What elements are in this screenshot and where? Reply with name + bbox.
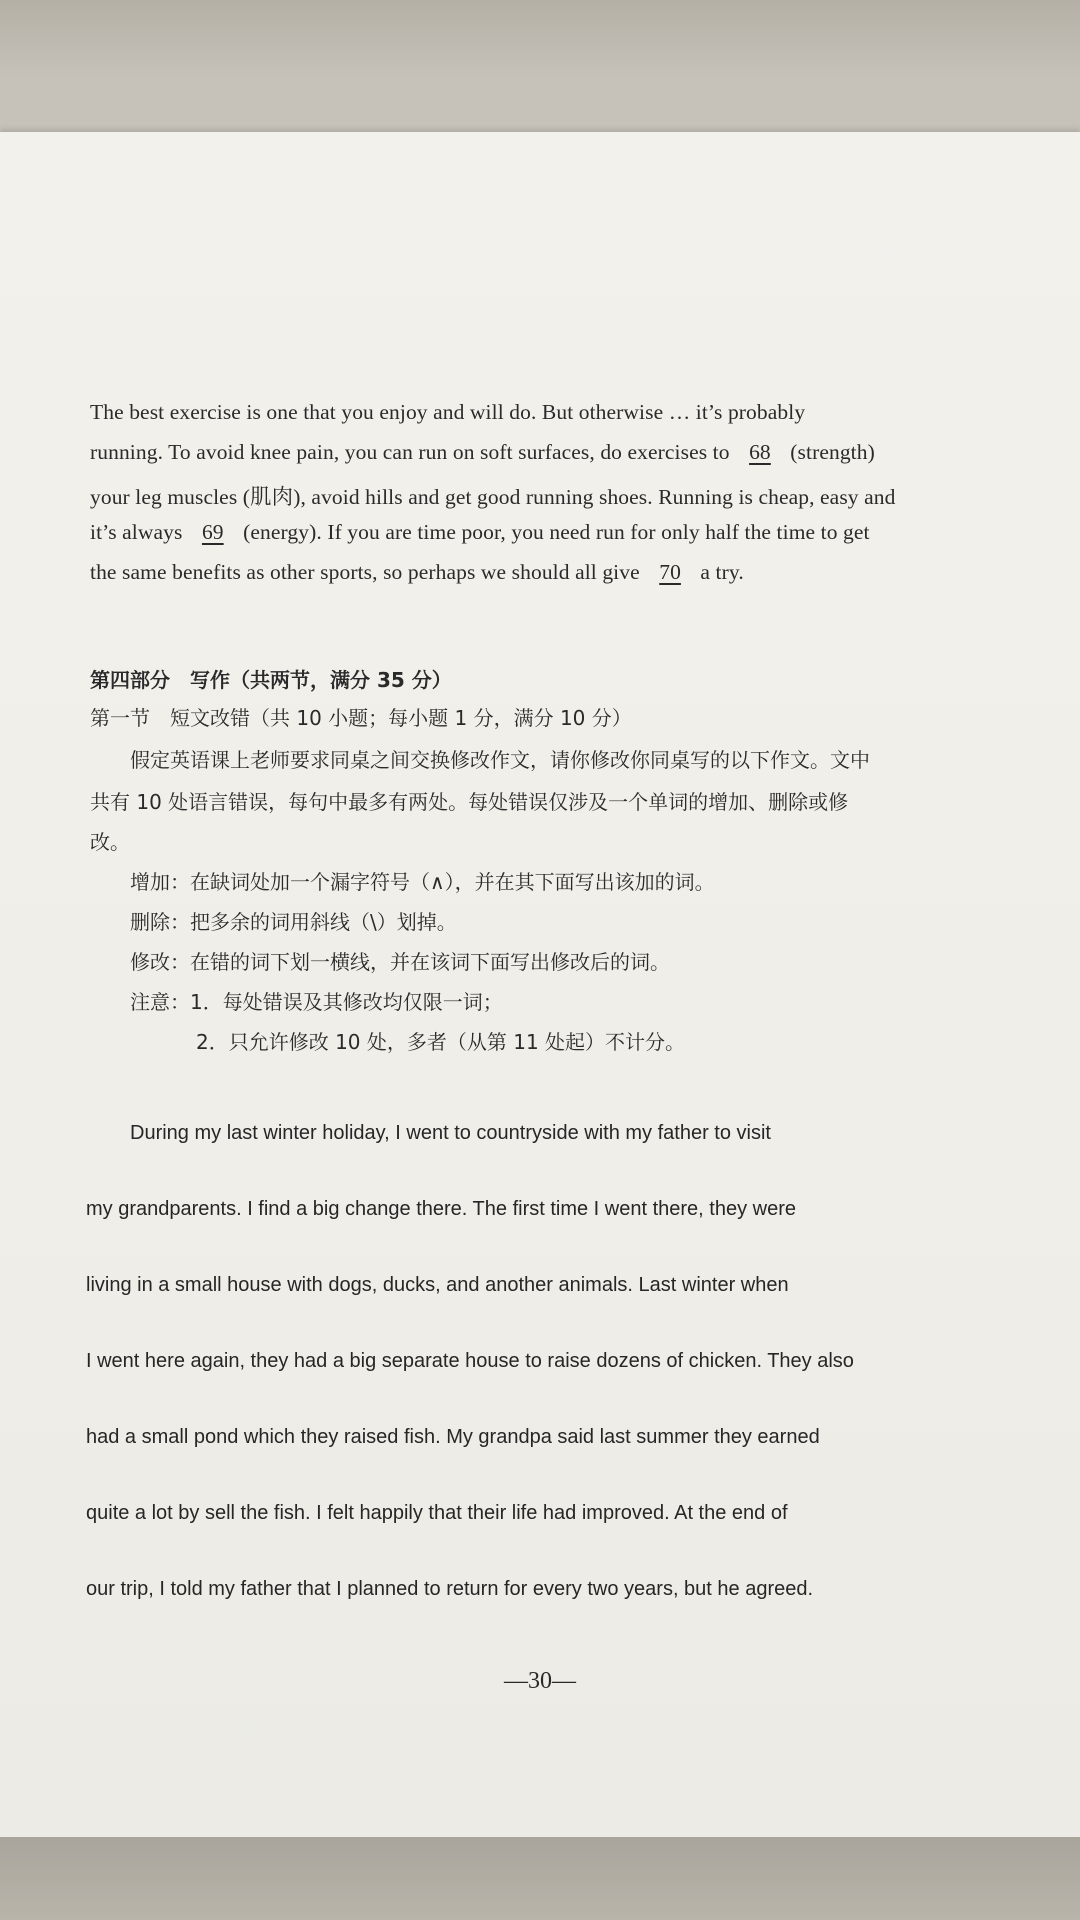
instruction-line-3: 改。 xyxy=(90,830,130,854)
rule-add: 增加：在缺词处加一个漏字符号（∧），并在其下面写出该加的词。 xyxy=(130,870,715,894)
note-2: 2．只允许修改 10 处，多者（从第 11 处起）不计分。 xyxy=(196,1030,686,1054)
instruction-line-2: 共有 10 处语言错误，每句中最多有两处。每处错误仅涉及一个单词的增加、删除或修 xyxy=(90,790,849,814)
essay-line-7: our trip, I told my father that I planned to return for every two years, but he agreed. xyxy=(86,1578,814,1600)
note-1: 注意：1．每处错误及其修改均仅限一词； xyxy=(130,990,503,1014)
essay-line-1: During my last winter holiday, I went to countryside with my father to visit xyxy=(130,1122,771,1144)
section-heading: 第四部分 写作（共两节，满分 35 分） xyxy=(90,668,452,692)
passage-text: (energy). If you are time poor, you need run for only half the time to get xyxy=(243,520,870,544)
blank-70: 70 xyxy=(659,560,681,584)
passage-text: the same benefits as other sports, so perhaps we should all give xyxy=(90,560,640,584)
passage-text: a try. xyxy=(700,560,744,584)
blank-68: 68 xyxy=(749,440,771,464)
passage-text: running. To avoid knee pain, you can run on soft surfaces, do exercises to xyxy=(90,440,730,464)
passage-line-2 xyxy=(90,440,875,465)
passage-text: (strength) xyxy=(790,440,875,464)
essay-line-6: quite a lot by sell the fish. I felt happily that their life had improved. At the end of xyxy=(86,1502,788,1524)
passage-line-3: your leg muscles (肌肉), avoid hills and get good running shoes. Running is cheap, easy and xyxy=(90,485,896,509)
blank-69: 69 xyxy=(201,520,224,544)
passage-text: it’s always xyxy=(90,520,183,544)
rule-delete: 删除：把多余的词用斜线（\）划掉。 xyxy=(130,910,457,934)
essay-line-4: I went here again, they had a big separate house to raise dozens of chicken. They also xyxy=(86,1350,854,1372)
essay-line-3: living in a small house with dogs, ducks, and another animals. Last winter when xyxy=(86,1274,789,1296)
rule-modify: 修改：在错的词下划一横线，并在该词下面写出修改后的词。 xyxy=(130,950,670,974)
essay-line-2: my grandparents. I find a big change there. The first time I went there, they were xyxy=(86,1198,796,1220)
essay-line-5: had a small pond which they raised fish. My grandpa said last summer they earned xyxy=(86,1426,820,1448)
passage-line-4 xyxy=(90,520,870,545)
instruction-line-1: 假定英语课上老师要求同桌之间交换修改作文，请你修改你同桌写的以下作文。文中 xyxy=(130,748,870,772)
page-number: —30— xyxy=(504,1668,576,1694)
background-surface xyxy=(0,1837,1080,1920)
passage-line-1: The best exercise is one that you enjoy and will do. But otherwise … it’s probably xyxy=(90,400,806,424)
passage-line-5 xyxy=(90,560,744,585)
subsection-heading: 第一节 短文改错（共 10 小题；每小题 1 分，满分 10 分） xyxy=(90,706,632,730)
